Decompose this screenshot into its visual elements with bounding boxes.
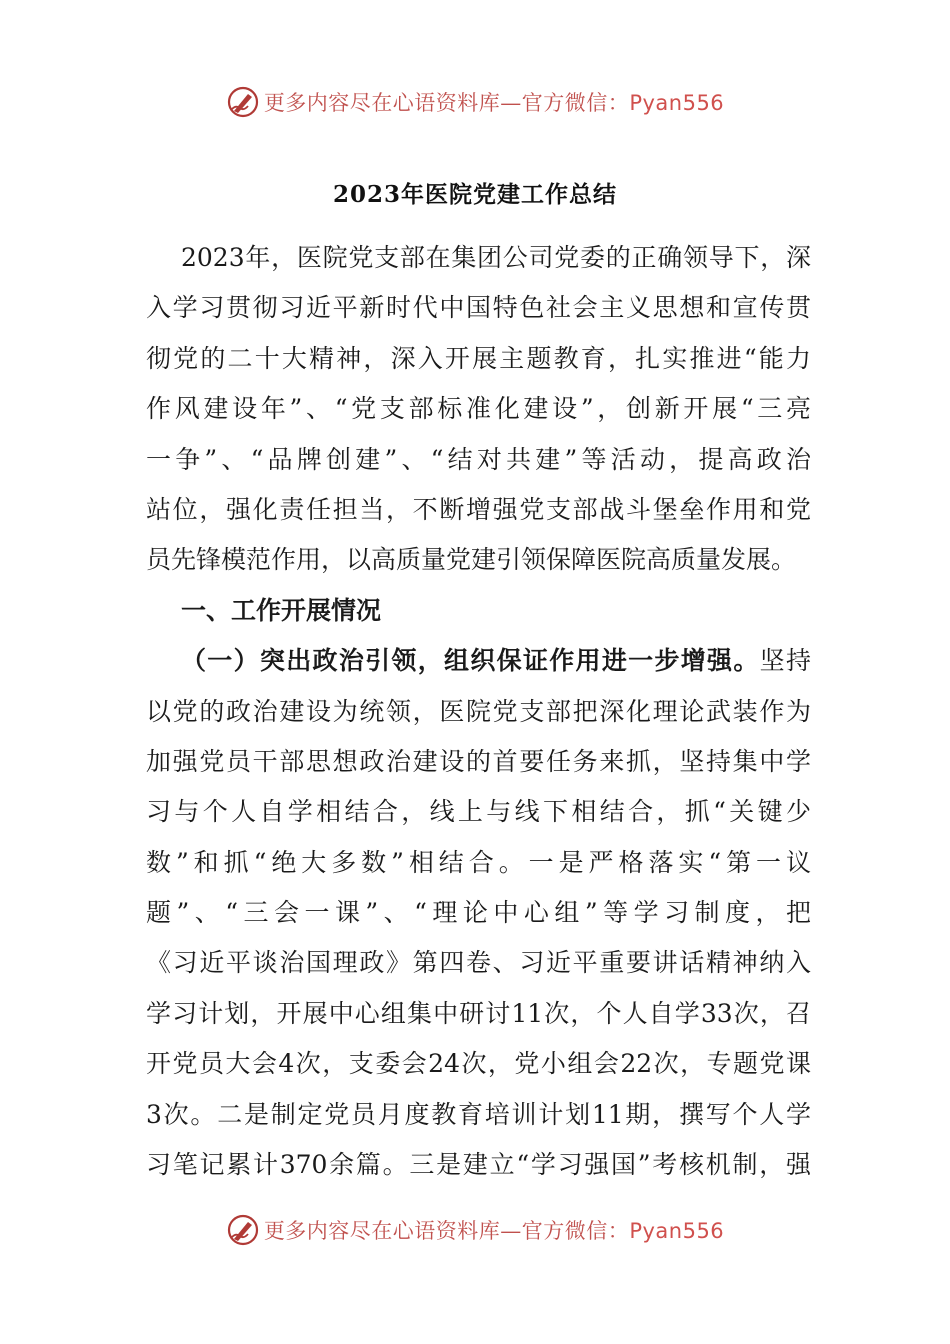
- banner-text: 更多内容尽在心语资料库—官方微信：Pyan556: [263, 1219, 725, 1243]
- subsection-line: [146, 636, 811, 686]
- paragraph-line: 入学习贯彻习近平新时代中国特色社会主义思想和宣传贯: [146, 293, 811, 323]
- paragraph-line: 《习近平谈治国理政》第四卷、习近平重要讲话精神纳入: [146, 948, 811, 978]
- paragraph-line: 数”和抓“绝大多数”相结合。一是严格落实“第一议: [146, 847, 811, 877]
- paragraph-line: 3次。二是制定党员月度教育培训计划11期，撰写个人学: [146, 1099, 811, 1129]
- paragraph-line: 2023年，医院党支部在集团公司党委的正确领导下，深: [181, 243, 811, 272]
- paragraph-line: 题”、“三会一课”、“理论中心组”等学习制度，把: [146, 898, 811, 928]
- header-banner: [0, 82, 950, 122]
- wechat-id: Pyan556: [629, 91, 725, 115]
- section-heading: 一、工作开展情况: [181, 595, 382, 625]
- paragraph-line: 习笔记累计370余篇。三是建立“学习强国”考核机制，强: [146, 1150, 811, 1180]
- paragraph-line: 作风建设年”、“党支部标准化建设”，创新开展“三亮: [146, 394, 811, 424]
- footer-banner: [0, 1210, 950, 1250]
- paragraph-line: 开党员大会4次，支委会24次，党小组会22次，专题党课: [146, 1049, 811, 1079]
- document-title: 2023年医院党建工作总结: [332, 181, 617, 208]
- wechat-id: Pyan556: [629, 1219, 725, 1243]
- subsection-text: 坚持: [759, 646, 811, 676]
- paragraph-line: 学习计划，开展中心组集中研讨11次，个人自学33次，召: [146, 998, 811, 1028]
- paragraph-line: 加强党员干部思想政治建设的首要任务来抓，坚持集中学: [146, 746, 811, 776]
- paragraph-line: 站位，强化责任担当，不断增强党支部战斗堡垒作用和党: [146, 494, 811, 524]
- document-body: [146, 233, 811, 1190]
- pen-nib-logo-icon: [226, 1213, 260, 1247]
- paragraph-line: 员先锋模范作用，以高质量党建引领保障医院高质量发展。: [146, 545, 797, 575]
- pen-nib-logo-icon: [226, 85, 260, 119]
- paragraph-line: 习与个人自学相结合，线上与线下相结合，抓“关键少: [146, 797, 811, 827]
- paragraph-line: 彻党的二十大精神，深入开展主题教育，扎实推进“能力: [146, 343, 811, 373]
- subsection-heading: （一）突出政治引领，组织保证作用进一步增强。: [181, 646, 760, 676]
- paragraph-line: 一争”、“品牌创建”、“结对共建”等活动，提高政治: [146, 444, 811, 474]
- paragraph-line: 以党的政治建设为统领，医院党支部把深化理论武装作为: [146, 696, 811, 726]
- banner-text: 更多内容尽在心语资料库—官方微信：Pyan556: [263, 91, 725, 115]
